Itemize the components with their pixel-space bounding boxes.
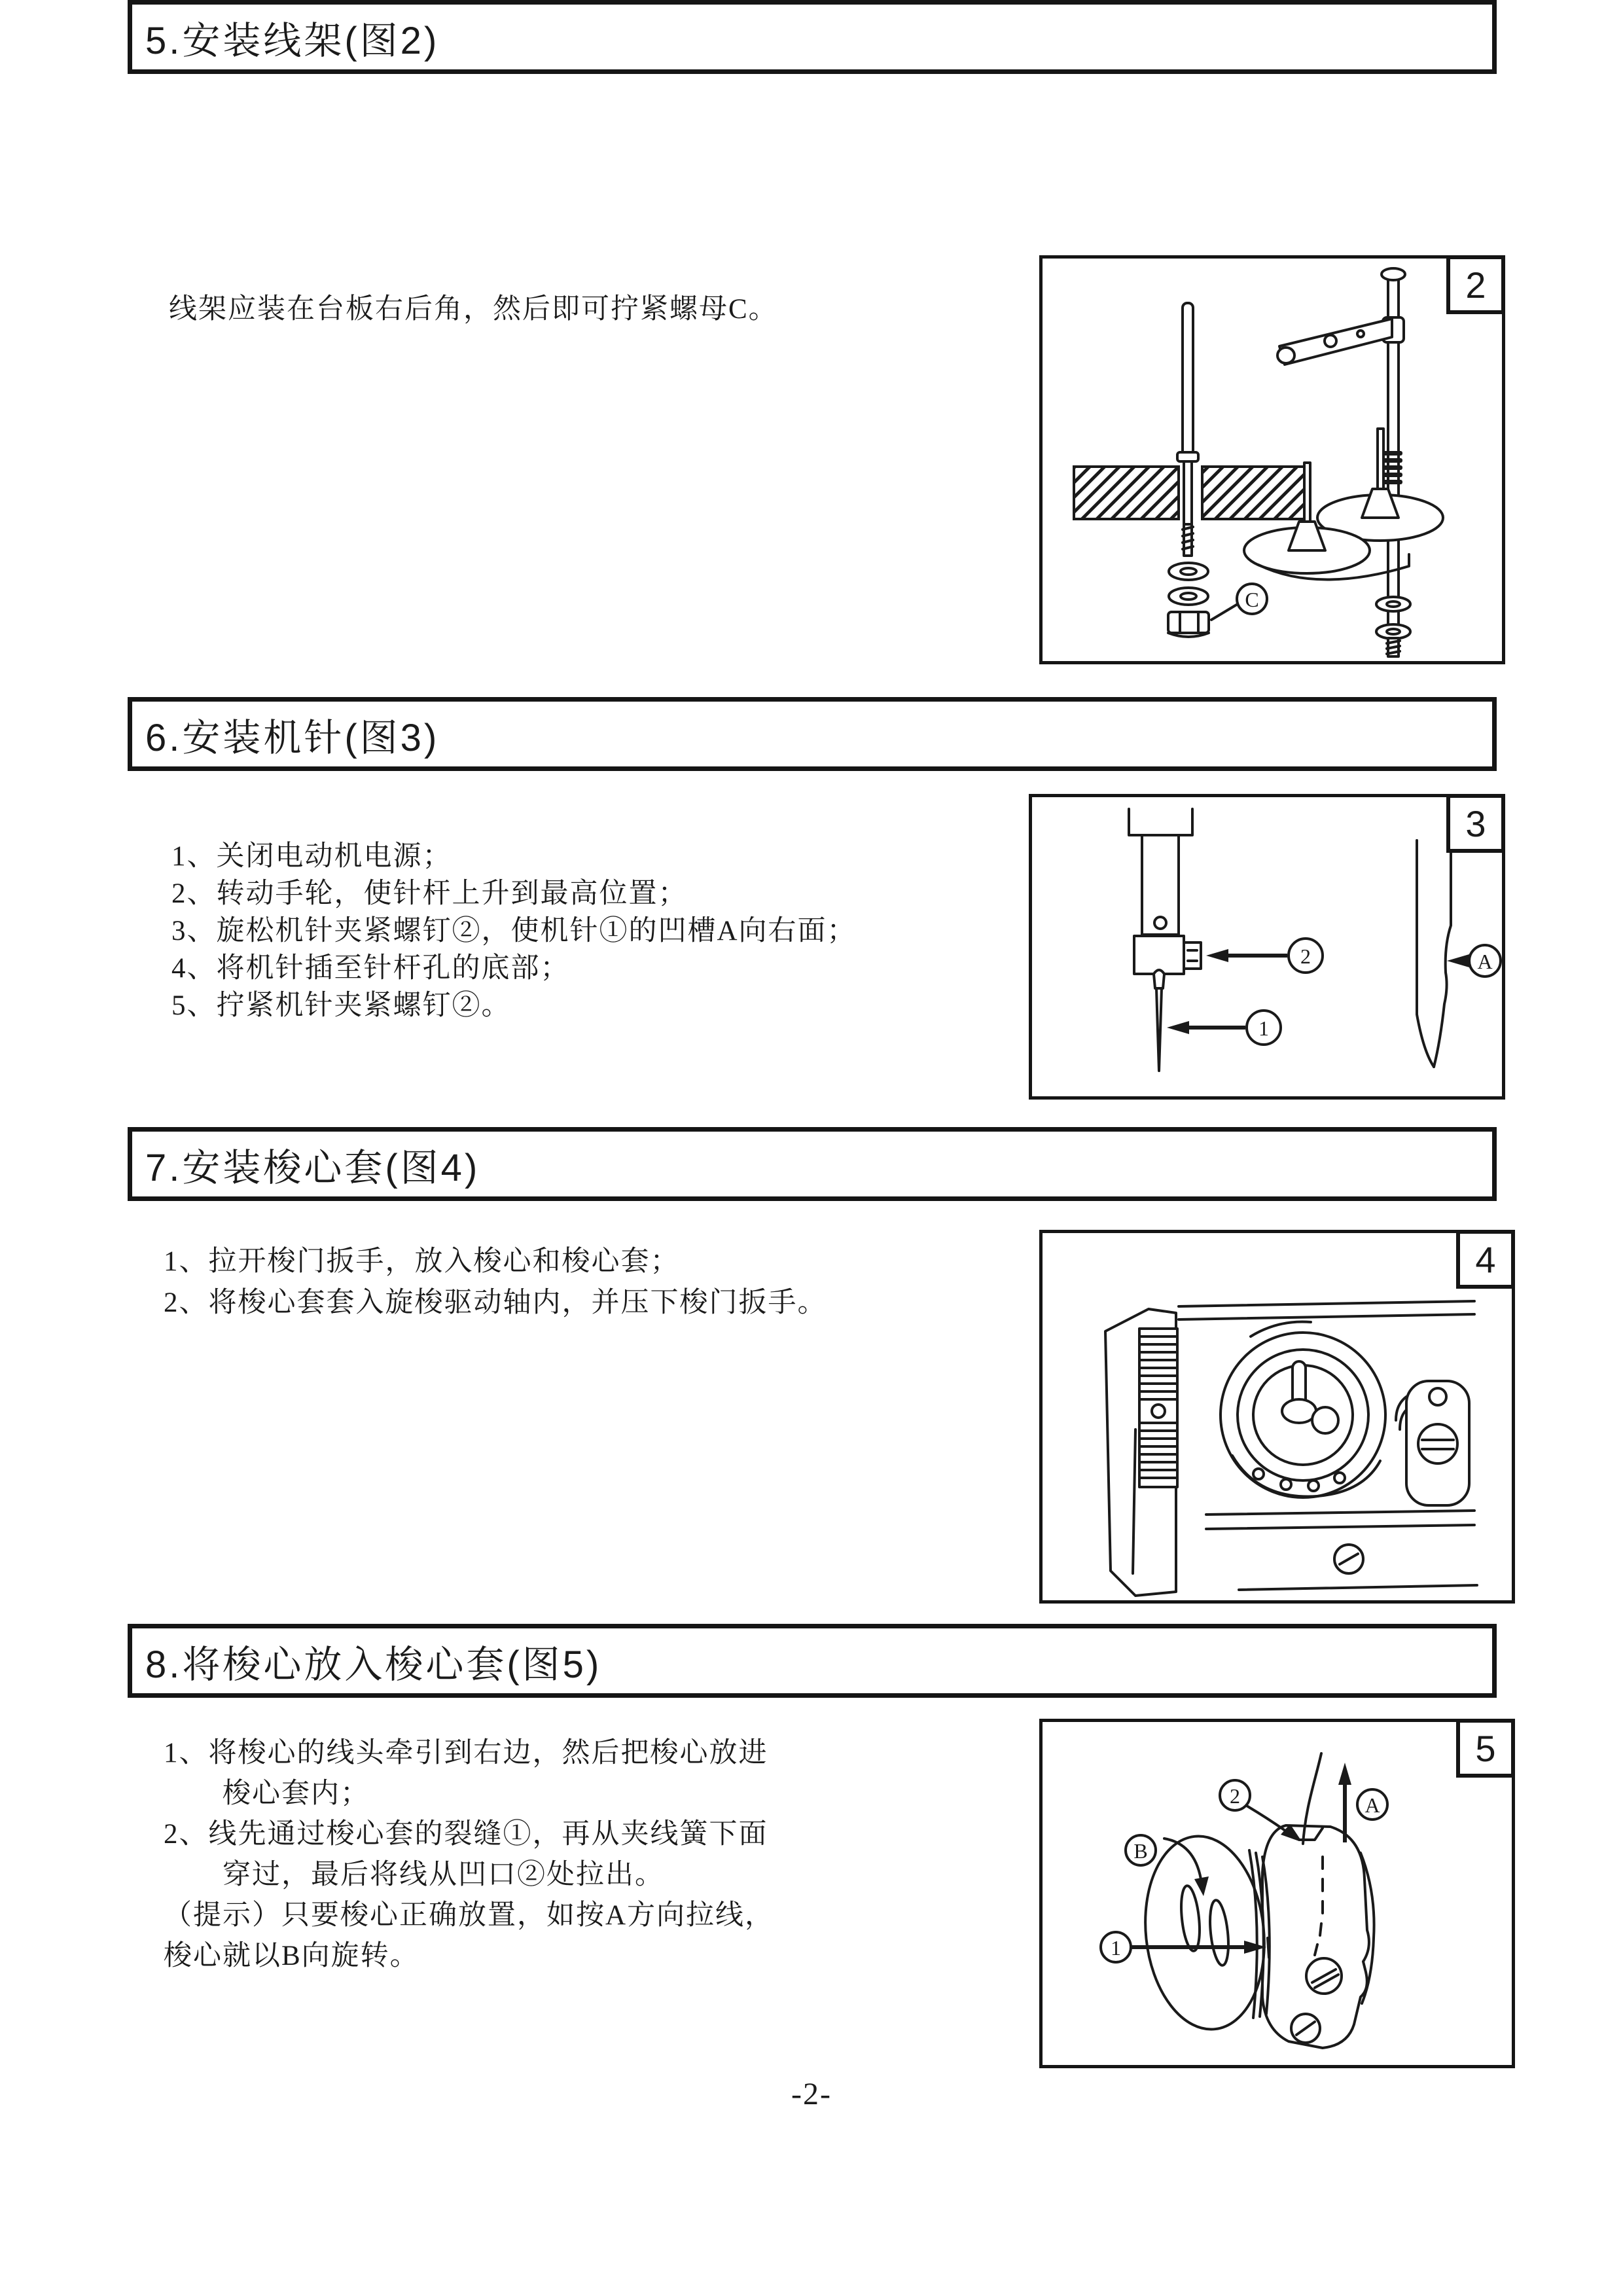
washers: [1169, 563, 1208, 605]
section-5-header: [128, 0, 1497, 74]
section-8-header: [128, 1624, 1497, 1698]
figure-5-box: [1039, 1719, 1515, 2068]
section-8-title: 8.将梭心放入梭心套(图5): [145, 1643, 602, 1686]
list-item: 1、关闭电动机电源；: [171, 841, 452, 872]
figure-3-needle-drawing: [1032, 797, 1502, 1096]
callout-2: [1206, 939, 1323, 973]
figure-4-box: [1039, 1230, 1515, 1604]
list-item: 2、线先通过梭心套的裂缝①，再从夹线簧下面: [164, 1819, 768, 1850]
list-item: 梭心就以B向旋转。: [164, 1941, 419, 1971]
svg-text:2: 2: [1230, 1784, 1240, 1808]
callout-1: [1167, 1011, 1281, 1045]
list-item: 1、拉开梭门扳手，放入梭心和梭心套；: [164, 1246, 680, 1277]
section-6-title: 6.安装机针(图3): [145, 716, 440, 759]
svg-text:A: A: [1477, 950, 1493, 973]
figure-2-number: 2: [1446, 255, 1505, 314]
figure-4-number: 4: [1456, 1230, 1515, 1289]
callout-a: [1338, 1763, 1387, 1842]
callout-2: [1220, 1780, 1299, 1841]
svg-text:A: A: [1364, 1793, 1380, 1817]
needle-bar: [1129, 809, 1201, 1071]
svg-text:C: C: [1245, 588, 1259, 611]
svg-text:1: 1: [1258, 1016, 1269, 1040]
list-item: （提示）只要梭心正确放置，如按A方向拉线，: [164, 1900, 775, 1931]
figure-5-bobbin-case-drawing: [1043, 1722, 1512, 2065]
stand-pole: [1244, 268, 1443, 656]
section-5-title: 5.安装线架(图2): [145, 19, 440, 62]
section-5-paragraph: 线架应装在台板右后角，然后即可拧紧螺母C。: [169, 294, 778, 325]
section-6-header: [128, 697, 1497, 771]
threaded-section: [1183, 524, 1193, 556]
list-item: 2、将梭心套套入旋梭驱动轴内，并压下梭门扳手。: [164, 1287, 827, 1318]
svg-text:2: 2: [1300, 944, 1311, 968]
list-item: 4、将机针插至针杆孔的底部；: [171, 953, 570, 984]
callout-c: [1211, 584, 1267, 620]
machine-body: [1105, 1309, 1177, 1596]
bobbin-case: [1262, 1825, 1374, 2048]
figure-2-thread-stand-drawing: [1043, 259, 1502, 661]
list-item: 1、将梭心的线头牵引到右边，然后把梭心放进: [164, 1738, 768, 1768]
figure-2-box: [1039, 255, 1505, 664]
needle-groove-detail: [1417, 840, 1451, 1067]
section-7-header: [128, 1127, 1497, 1201]
spool-rod-and-board: [1074, 303, 1307, 637]
figure-3-box: [1029, 794, 1505, 1100]
nut: [1168, 612, 1209, 637]
list-item: 梭心套内；: [164, 1778, 370, 1809]
page-number: -2-: [791, 2077, 832, 2111]
callout-a: [1447, 945, 1501, 977]
hook-assembly: [1221, 1321, 1385, 1498]
section-7-title: 7.安装梭心套(图4): [145, 1146, 480, 1189]
section-7-list: [164, 1241, 827, 1323]
svg-text:B: B: [1133, 1839, 1148, 1863]
list-item: 5、拧紧机针夹紧螺钉②。: [171, 990, 511, 1021]
list-item: 穿过，最后将线从凹口②处拉出。: [164, 1859, 664, 1890]
figure-4-hook-area-drawing: [1043, 1233, 1512, 1600]
pole-bottom: [1376, 597, 1410, 656]
list-item: 2、转动手轮，使针杆上升到最高位置；: [171, 878, 688, 909]
position-bracket: [1396, 1381, 1469, 1505]
section-6-list: [171, 838, 857, 1024]
list-item: 3、旋松机针夹紧螺钉②，使机针①的凹槽A向右面；: [171, 916, 857, 946]
figure-5-number: 5: [1456, 1719, 1515, 1778]
svg-text:1: 1: [1111, 1936, 1121, 1960]
bobbin: [1136, 1830, 1274, 2035]
section-8-list: [164, 1733, 774, 1977]
figure-3-number: 3: [1446, 794, 1505, 853]
